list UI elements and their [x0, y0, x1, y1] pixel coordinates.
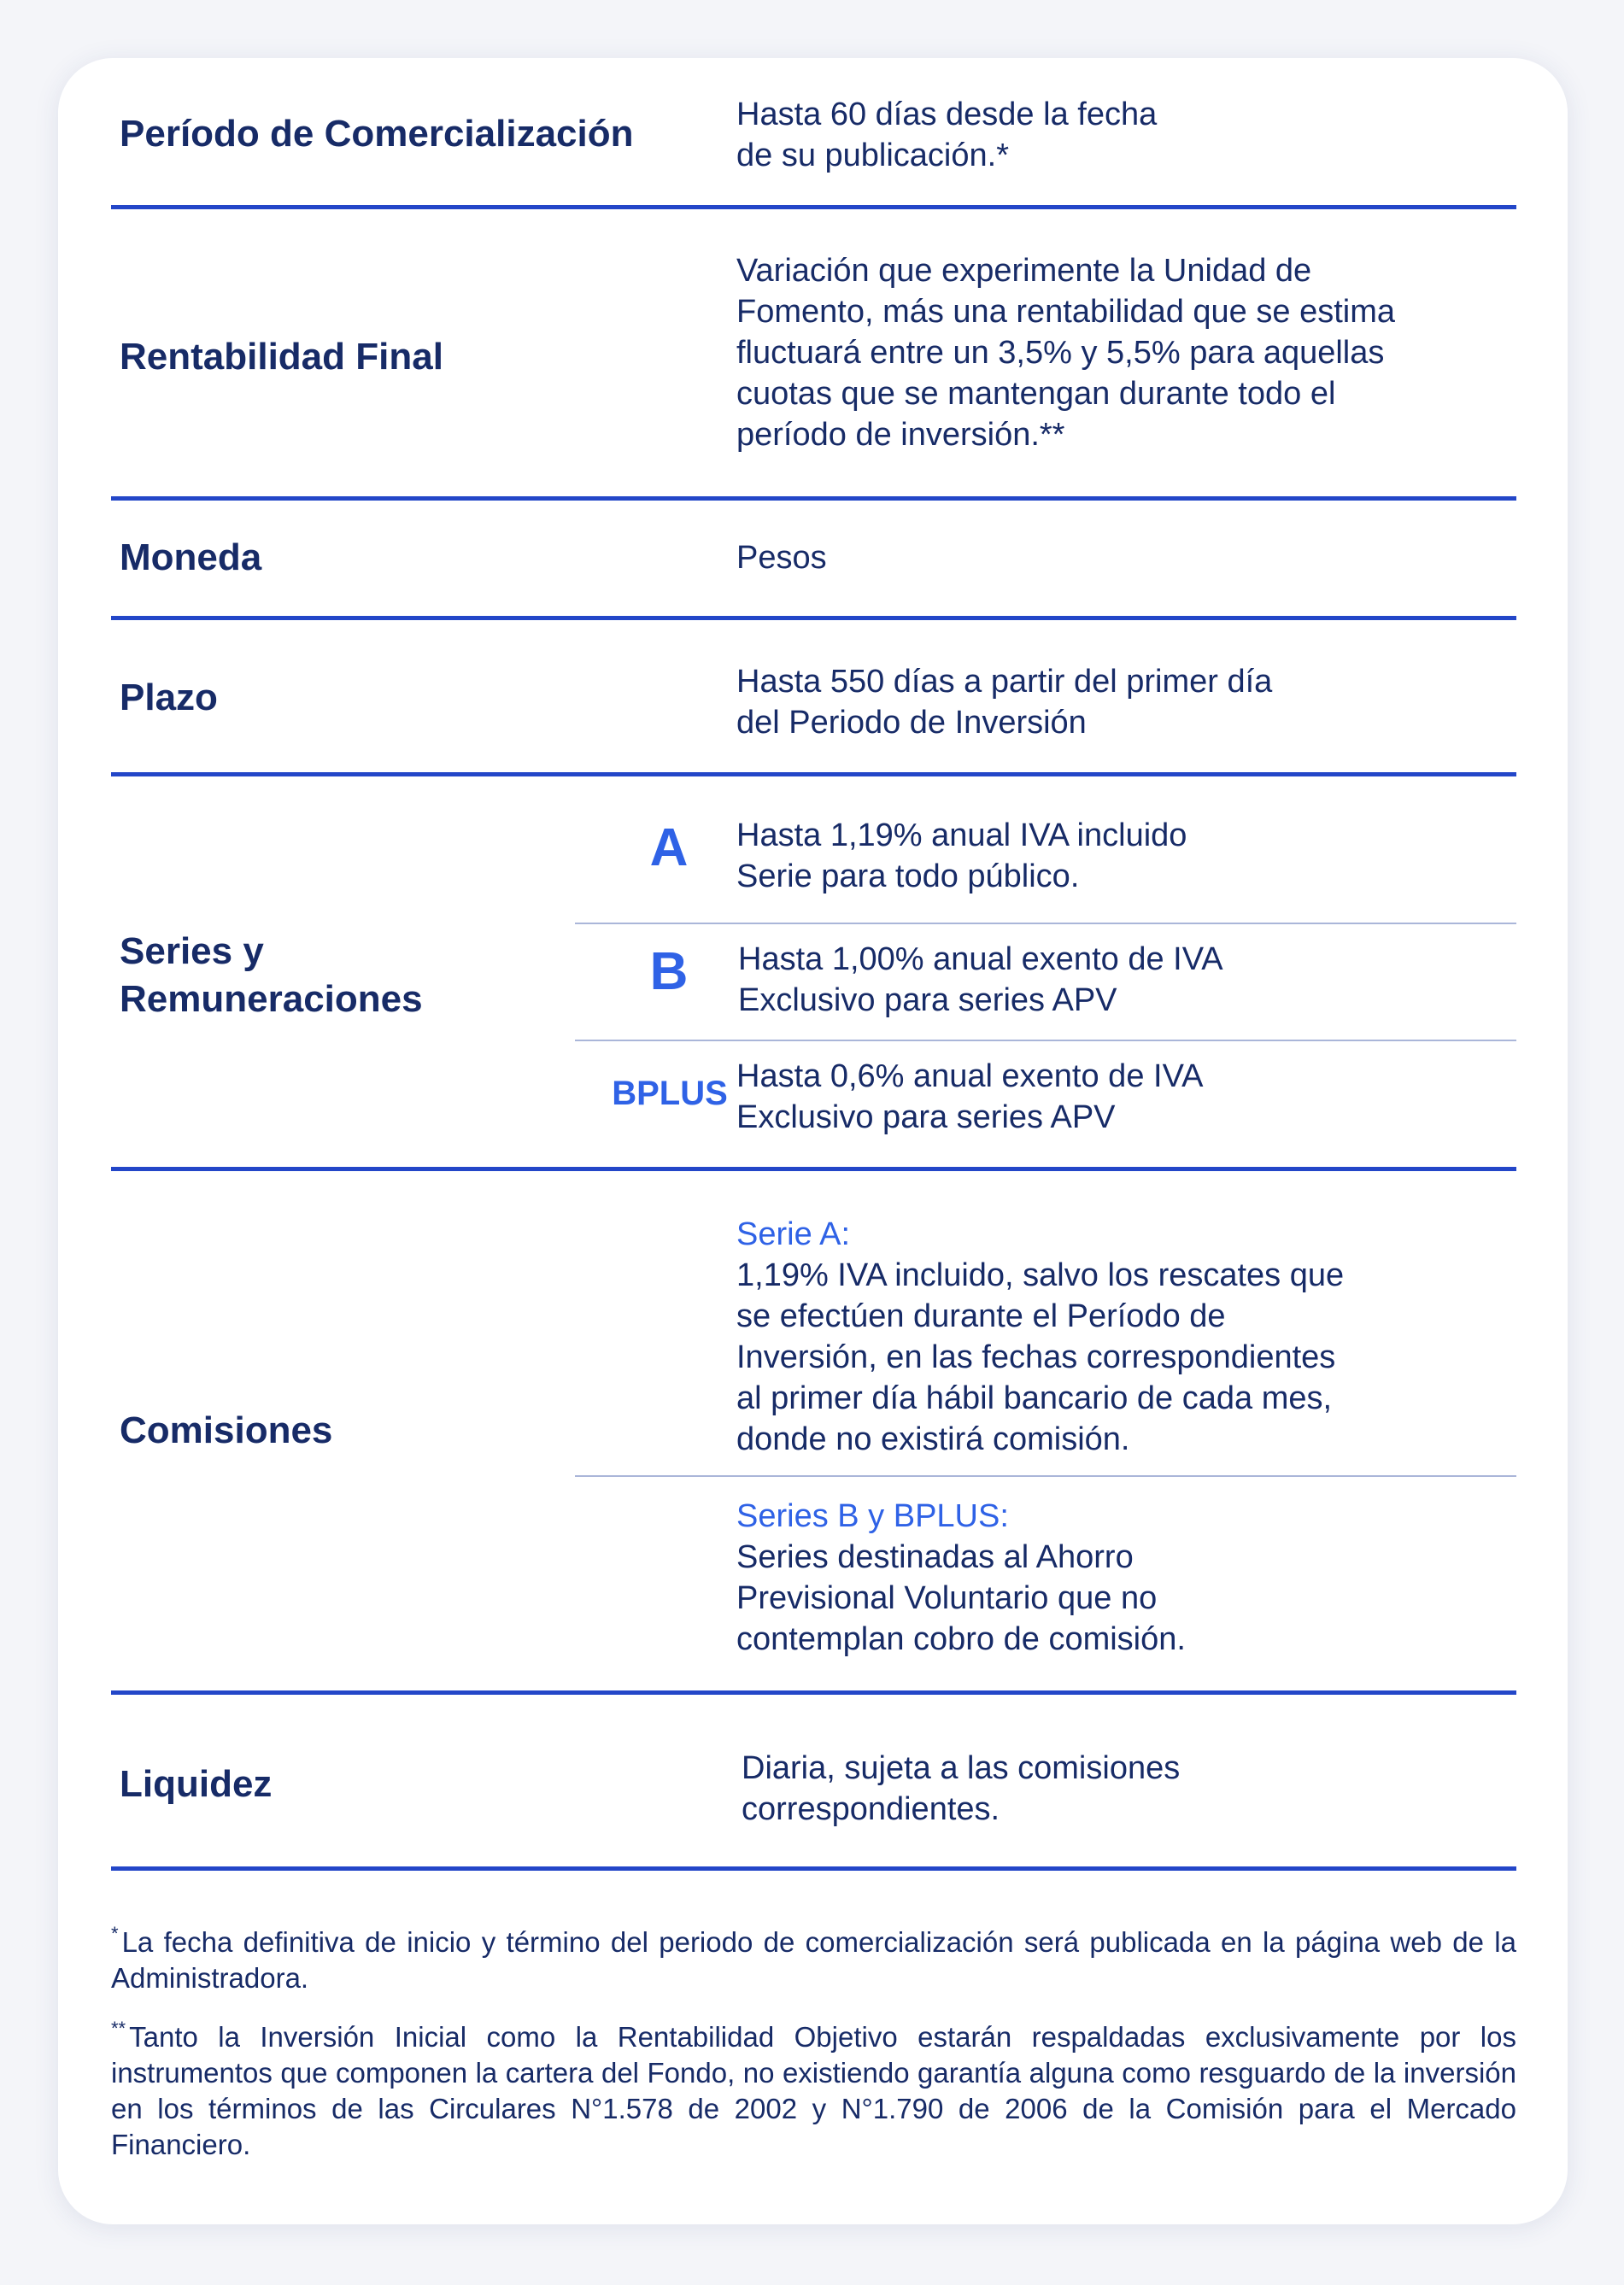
footnote-1: [111, 1925, 1516, 1996]
footnote-mark: *: [111, 1923, 119, 1944]
divider: [111, 616, 1516, 620]
footnote-text: Tanto la Inversión Inicial como la Rentabilidad Objetivo estarán respaldadas exclusivamente por los instrumentos que componen la cartera del Fondo, no existiendo garantía alguna como resguardo de la inversión en los términos de las Circulares N°1.578 de 2002 y N°1.790 de 2006 de la Comisión para el Mercado Financiero.: [111, 2021, 1516, 2160]
rentabilidad-value: Variación que experimente la Unidad de Fomento, más una rentabilidad que se estima fluctuará entre un 3,5% y 5,5% para aquellas cuotas que se mantengan durante todo el período de inversión.**: [736, 253, 1395, 453]
divider: [111, 772, 1516, 776]
series-divider: [575, 1040, 1516, 1041]
series-a-text: Hasta 1,19% anual IVA incluido Serie para todo público.: [736, 817, 1187, 894]
plazo-label: Plazo: [120, 677, 218, 718]
divider: [111, 1690, 1516, 1695]
footnote-2: [111, 2019, 1516, 2163]
divider: [111, 1167, 1516, 1171]
series-code-b: B: [649, 942, 689, 1001]
divider: [111, 496, 1516, 501]
divider: [111, 1866, 1516, 1871]
comision-series-b-text: Series destinadas al Ahorro Previsional Voluntario que no contemplan cobro de comisión.: [736, 1539, 1186, 1657]
plazo-value: Hasta 550 días a partir del primer día del Periodo de Inversión: [736, 664, 1273, 741]
rentabilidad-label: Rentabilidad Final: [120, 336, 443, 378]
footnote-mark: **: [111, 2018, 126, 2039]
fund-info-card: [58, 58, 1568, 2224]
comision-divider: [575, 1475, 1516, 1477]
series-code-bplus: BPLUS: [612, 1075, 728, 1112]
comision-serie-a-text: 1,19% IVA incluido, salvo los rescates que se efectúen durante el Período de Inversión, en las fechas correspondientes al primer día hábil bancario de cada mes, donde no existirá comisión.: [736, 1257, 1345, 1457]
moneda-label: Moneda: [120, 536, 262, 578]
series-b-text: Hasta 1,00% anual exento de IVA Exclusivo para series APV: [738, 941, 1223, 1018]
moneda-value: Pesos: [736, 540, 827, 576]
comercializacion-label: Período de Comercialización: [120, 113, 634, 155]
series-code-a: A: [649, 818, 689, 877]
liquidez-value: Diaria, sujeta a las comisiones correspondientes.: [742, 1750, 1181, 1827]
liquidez-label: Liquidez: [120, 1763, 273, 1805]
series-bplus-text: Hasta 0,6% anual exento de IVA Exclusivo para series APV: [736, 1058, 1204, 1135]
series-divider: [575, 923, 1516, 924]
comisiones-label: Comisiones: [120, 1409, 333, 1451]
footnote-text: La fecha definitiva de inicio y término del periodo de comercialización será publicada en la página web de la Administradora.: [111, 1926, 1516, 1994]
comercializacion-value: Hasta 60 días desde la fecha de su publicación.*: [736, 97, 1158, 173]
series-label: Series y Remuneraciones: [120, 930, 423, 1020]
comision-series-b-heading: Series B y BPLUS:: [736, 1498, 1009, 1534]
divider: [111, 205, 1516, 209]
comision-serie-a-heading: Serie A:: [736, 1216, 851, 1252]
